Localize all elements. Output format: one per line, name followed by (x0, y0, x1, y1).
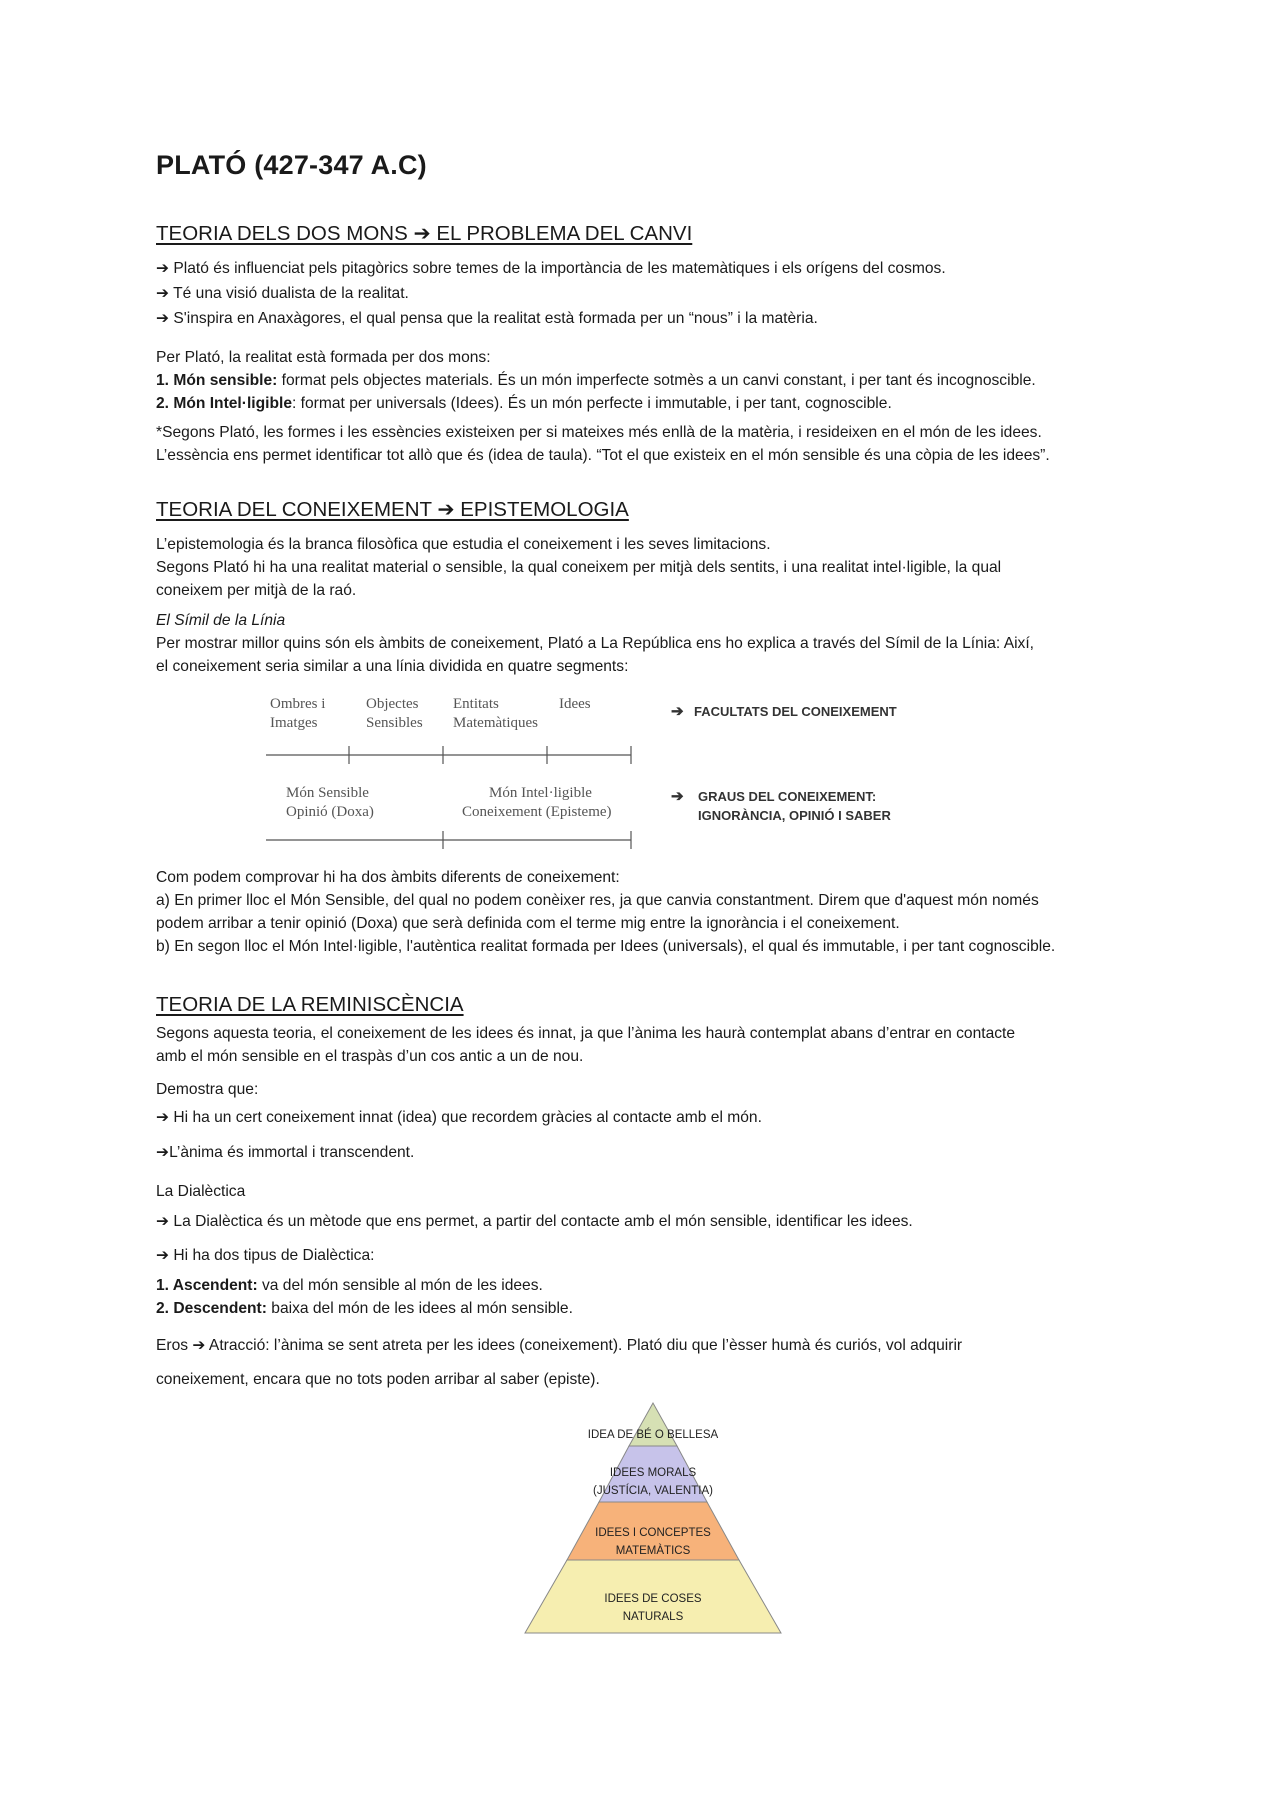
text-intelligible: : format per universals (Idees). És un món perfecte i immutable, i per tant, cognoscible. (292, 395, 892, 412)
paragraph-two-areas: Com podem comprovar hi ha dos àmbits diferents de coneixement: (156, 869, 620, 886)
paragraph-two-realities-line2: coneixem per mitjà de la raó. (156, 582, 357, 599)
simil-title: El Símil de la Línia (156, 612, 286, 629)
bullet-dualism: ➔ Té una visió dualista de la realitat. (156, 285, 409, 302)
pyramid-label-math: IDEES I CONCEPTES (595, 1527, 711, 1539)
list-item-descendent: 2. Descendent: baixa del món de les idees al món sensible. (156, 1300, 573, 1317)
world-label-intelligible: Món Intel·ligible (489, 785, 592, 801)
pyramid-label-natural: IDEES DE COSES (604, 1593, 702, 1605)
world-label-opinion: Opinió (Doxa) (286, 804, 374, 820)
page-title: PLATÓ (427-347 A.C) (156, 150, 427, 180)
segment-label-mathematics: Matemàtiques (453, 715, 538, 731)
arrow-icon: ➔ (671, 788, 684, 805)
list-item-sensible (156, 369, 1136, 392)
paragraph-intelligible-world: b) En segon lloc el Món Intel·ligible, l'autèntica realitat formada per Idees (universals), el qual és immutable, i per tant cognoscible. (156, 938, 1056, 955)
pyramid-label-moral-examples: (JUSTÍCIA, VALENTIA) (593, 1485, 713, 1497)
world-label-sensible: Món Sensible (286, 785, 369, 801)
label-sensible: 1. Món sensible: (156, 372, 278, 389)
label-degrees-list: IGNORÀNCIA, OPINIÓ I SABER (698, 808, 891, 823)
label-demonstrates: Demostra que: (156, 1081, 259, 1098)
pyramid-label-good: IDEA DE BÉ O BELLESA (587, 1429, 719, 1441)
segment-label-images: Imatges (270, 715, 318, 731)
label-faculties: FACULTATS DEL CONEIXEMENT (694, 704, 897, 719)
note-forms: *Segons Plató, les formes i les essències existeixen per si mateixes més enllà de la matèria, i resideixen en el món de les idees. (156, 424, 1042, 441)
segment-label-entities: Entitats (453, 696, 499, 712)
paragraph-sensible-world-line1: a) En primer lloc el Món Sensible, del qual no podem conèixer res, ja que canvia constantment. Direm que d'aquest món només (156, 892, 1039, 909)
segment-label-shadows: Ombres i (270, 696, 326, 712)
bullet-anaxagoras: ➔ S'inspira en Anaxàgores, el qual pensa que la realitat està formada per un “nous” i la matèria. (156, 310, 818, 327)
paragraph-innate-line1: Segons aquesta teoria, el coneixement de les idees és innat, ja que l’ànima les haurà contemplat abans d’entrar en contacte (156, 1025, 1016, 1042)
bullet-dialectic-types: ➔ Hi ha dos tipus de Dialèctica: (156, 1247, 375, 1264)
bullet-pythagoreans: ➔ Plató és influenciat pels pitagòrics sobre temes de la importància de les matemàtiques i els orígens del cosmos. (156, 260, 946, 277)
label-intelligible: 2. Món Intel·ligible (156, 395, 293, 412)
paragraph-innate-line2: amb el món sensible en el traspàs d’un cos antic a un de nou. (156, 1048, 584, 1065)
bullet-dialectic-method: ➔ La Dialèctica és un mètode que ens permet, a partir del contacte amb el món sensible, identificar les idees. (156, 1213, 913, 1230)
bullet-immortal-soul: ➔L’ànima és immortal i transcendent. (156, 1144, 415, 1161)
paragraph-eros-line1: Eros ➔ Atracció: l’ànima se sent atreta per les idees (coneixement). Plató diu que l’èsser humà és curiós, vol adquirir (156, 1337, 963, 1354)
paragraph-eros-line2: coneixement, encara que no tots poden arribar al saber (episte). (156, 1371, 600, 1388)
world-label-episteme: Coneixement (Episteme) (462, 804, 612, 820)
subheading-dialectic: La Dialèctica (156, 1183, 246, 1200)
division-line-bottom (266, 831, 631, 849)
intro-two-worlds: Per Plató, la realitat està formada per dos mons: (156, 349, 491, 366)
bullet-innate-knowledge: ➔ Hi ha un cert coneixement innat (idea) que recordem gràcies al contacte amb el món. (156, 1109, 762, 1126)
arrow-icon: ➔ (671, 703, 684, 720)
pyramid-label-math-2: MATEMÀTICS (615, 1545, 691, 1557)
pyramid-label-moral: IDEES MORALS (609, 1467, 697, 1479)
division-line-top (266, 746, 631, 764)
section-heading-knowledge: TEORIA DEL CONEIXEMENT ➔ EPISTEMOLOGIA (156, 498, 629, 521)
section-heading-two-worlds: TEORIA DELS DOS MONS ➔ EL PROBLEMA DEL CANVI (156, 222, 693, 245)
paragraph-simil-line2: el coneixement seria similar a una línia dividida en quatre segments: (156, 658, 629, 675)
segment-label-sensible: Sensibles (366, 715, 423, 731)
pyramid-label-natural-2: NATURALS (622, 1611, 684, 1623)
list-item-intelligible (156, 392, 1136, 415)
segment-label-objects: Objectes (366, 696, 419, 712)
paragraph-two-realities-line1: Segons Plató hi ha una realitat material o sensible, la qual coneixem per mitjà dels sentits, i una realitat intel·ligible, la qual (156, 559, 1002, 576)
paragraph-sensible-world-line2: podem arribar a tenir opinió (Doxa) que serà definida com el terme mig entre la ignorància i el coneixement. (156, 915, 900, 932)
label-degrees: GRAUS DEL CONEIXEMENT: (698, 789, 877, 804)
divided-line-diagram (266, 690, 986, 865)
segment-label-ideas: Idees (559, 696, 591, 712)
note-essence: L’essència ens permet identificar tot allò que és (idea de taula). “Tot el que existeix en el món sensible és una còpia de les idees”. (156, 447, 1050, 464)
ideas-pyramid (523, 1400, 783, 1635)
text-sensible: format pels objectes materials. És un món imperfecte sotmès a un canvi constant, i per tant és incognoscible. (277, 372, 1036, 389)
list-item-ascendent: 1. Ascendent: va del món sensible al món de les idees. (156, 1277, 543, 1294)
paragraph-simil-line1: Per mostrar millor quins són els àmbits de coneixement, Plató a La República ens ho explica a través del Símil de la Línia: Així, (156, 635, 1035, 652)
paragraph-epistemology: L’epistemologia és la branca filosòfica que estudia el coneixement i les seves limitacions. (156, 536, 771, 553)
section-heading-reminiscence: TEORIA DE LA REMINISCÈNCIA (156, 993, 464, 1016)
